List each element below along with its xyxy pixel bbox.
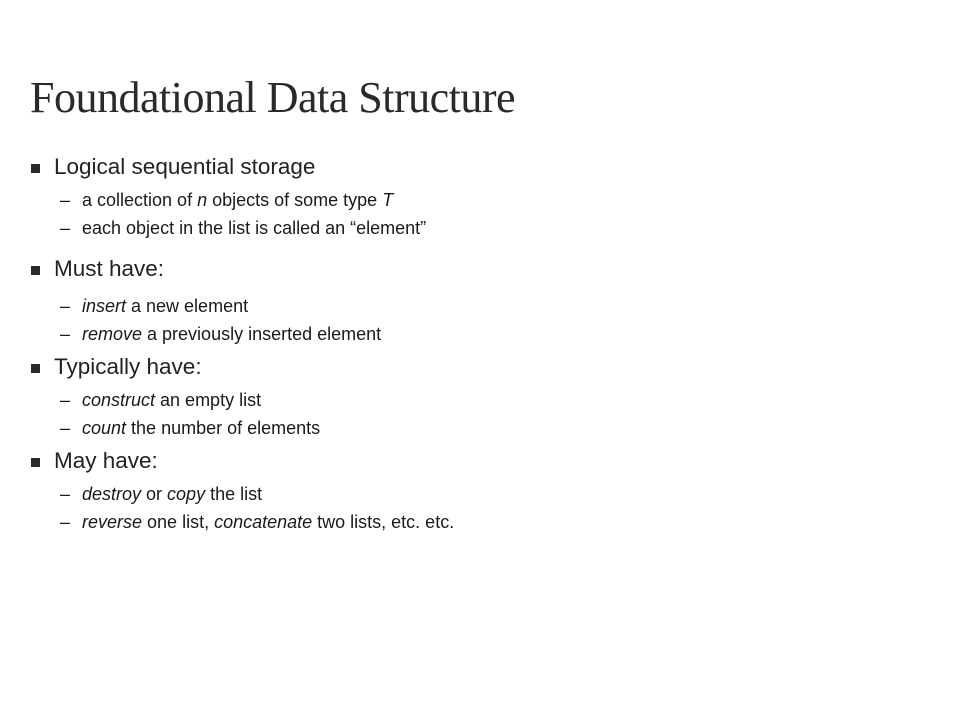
square-bullet-icon xyxy=(31,266,40,275)
sub-item-collection xyxy=(30,186,910,214)
sub-item-construct xyxy=(30,386,910,414)
bullet-heading: Must have: xyxy=(54,256,165,281)
sub-item-count xyxy=(30,414,910,442)
sub-text: an empty list xyxy=(155,390,262,410)
dash-icon: – xyxy=(60,190,71,210)
sub-text-italic: insert xyxy=(82,296,127,316)
dash-icon: – xyxy=(60,512,71,532)
sub-text-italic: count xyxy=(82,418,127,438)
sub-text: each object in the list is called an “element” xyxy=(82,218,427,238)
sub-item-destroy-copy xyxy=(30,480,910,508)
sub-text: a previously inserted element xyxy=(142,324,382,344)
slide-title: Foundational Data Structure xyxy=(30,73,516,122)
sub-text: or xyxy=(141,484,168,504)
dash-icon: – xyxy=(60,418,71,438)
bullet-list xyxy=(30,152,910,536)
dash-icon: – xyxy=(60,218,71,238)
bullet-heading: Logical sequential storage xyxy=(54,154,316,179)
sub-text: the number of elements xyxy=(126,418,321,438)
bullet-logical-sequential-storage xyxy=(30,152,910,182)
bullet-heading: May have: xyxy=(54,448,158,473)
sub-item-reverse-concatenate xyxy=(30,508,910,536)
sub-text-italic: remove xyxy=(82,324,143,344)
sub-item-remove xyxy=(30,320,910,348)
sub-text: the list xyxy=(205,484,263,504)
sub-item-insert xyxy=(30,292,910,320)
sub-text-italic: copy xyxy=(167,484,206,504)
sub-text-italic: construct xyxy=(82,390,156,410)
sub-text: two lists, etc. etc. xyxy=(312,512,455,532)
sub-text: objects of some type xyxy=(207,190,383,210)
bullet-may-have xyxy=(30,446,910,476)
dash-icon: – xyxy=(60,390,71,410)
dash-icon: – xyxy=(60,296,71,316)
square-bullet-icon xyxy=(31,164,40,173)
sub-item-element xyxy=(30,214,910,242)
bullet-typically-have xyxy=(30,352,910,382)
dash-icon: – xyxy=(60,484,71,504)
square-bullet-icon xyxy=(31,364,40,373)
sub-text-italic: n xyxy=(197,190,208,210)
sub-text-italic: T xyxy=(382,190,394,210)
sub-text-italic: reverse xyxy=(82,512,143,532)
sub-text: one list, xyxy=(142,512,215,532)
dash-icon: – xyxy=(60,324,71,344)
sub-text: a collection of xyxy=(82,190,198,210)
sub-text-italic: concatenate xyxy=(214,512,313,532)
bullet-must-have xyxy=(30,254,910,284)
square-bullet-icon xyxy=(31,458,40,467)
sub-text-italic: destroy xyxy=(82,484,142,504)
sub-text: a new element xyxy=(126,296,249,316)
bullet-heading: Typically have: xyxy=(54,354,202,379)
